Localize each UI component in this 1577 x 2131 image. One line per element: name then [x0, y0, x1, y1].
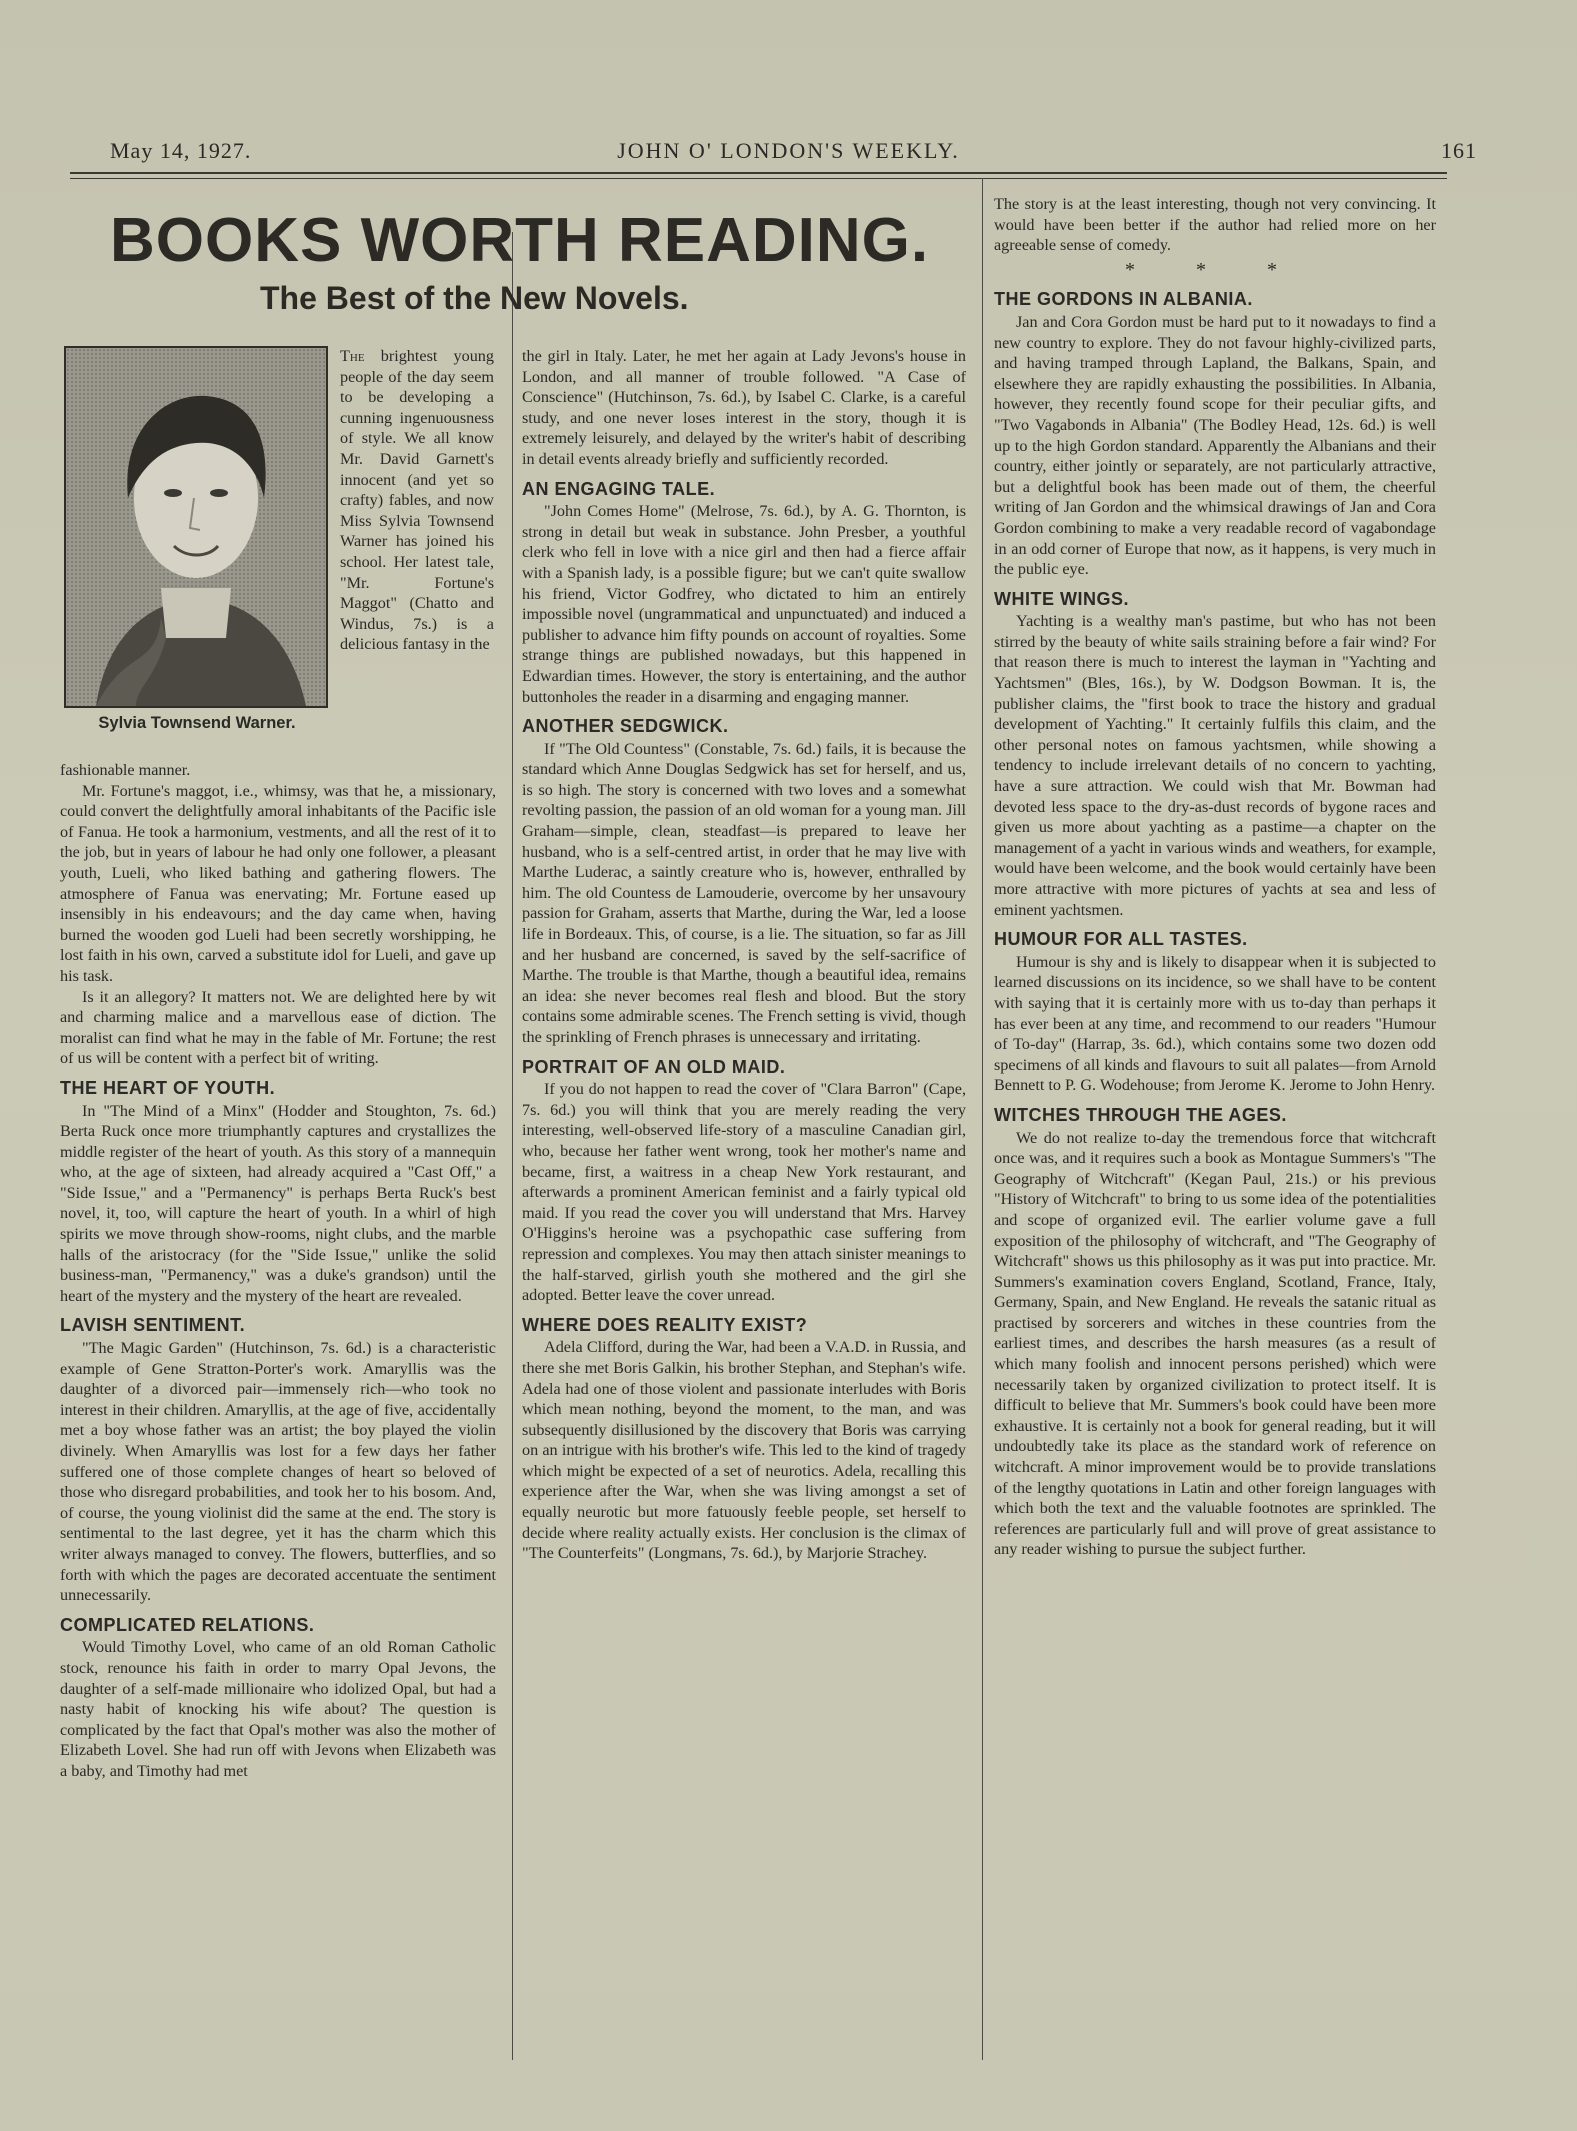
section-heading: COMPLICATED RELATIONS. — [60, 1614, 315, 1635]
masthead: JOHN O' LONDON'S WEEKLY. — [617, 138, 960, 163]
issue-date: May 14, 1927. — [110, 138, 252, 163]
section-heading: WHITE WINGS. — [994, 588, 1129, 609]
article-paragraph: Is it an allegory? It matters not. We are delighted here by wit and charming malice and a marvellous ease of diction. The moralist can find what he may in the fable of Mr. Fortune; the rest of us will be content with a perfect bit of writing. — [60, 987, 496, 1068]
section-heading: HUMOUR FOR ALL TASTES. — [994, 929, 1248, 950]
column-1 — [60, 760, 496, 1782]
author-portrait — [64, 346, 328, 708]
intro-lead-word: The — [340, 347, 365, 365]
column-3 — [994, 194, 1436, 1560]
header-rule-thin — [70, 178, 1447, 179]
header-rule — [70, 172, 1447, 174]
article-paragraph: Mr. Fortune's maggot, i.e., whimsy, was that he, a missionary, could convert the delightfully amoral inhabitants of the Pacific isle of Fanua. He took a harmonium, vestments, and all the rest of it to the job, but in years of labour he had only one follower, a pleasant youth, Lueli, who liked bathing and gathering flowers. The atmosphere of Fanua was enervating; Mr. Fortune eased up insensibly in his endeavours; and the day came when, having burned the wooden god Lueli had been secretly worshipping, he lost faith in his own, carved a substitute idol for Lueli, and gave up his task. — [60, 781, 496, 985]
section-heading: AN ENGAGING TALE. — [522, 478, 716, 499]
portrait-image — [66, 348, 326, 706]
photo-caption: Sylvia Townsend Warner. — [98, 714, 296, 732]
intro-text: brightest young people of the day seem to be developing a cunning ingenuousness of style. We all know Mr. David Garnett's innocent (and yet so crafty) fables, and now Miss Sylvia Townsend Warner has joined his school. Her latest tale, "Mr. Fortune's Maggot" (Chatto and Windus, 7s.) is a delicious fantasy in the — [340, 347, 494, 654]
review-paragraph: Would Timothy Lovel, who came of an old Roman Catholic stock, renounce his faith in order to marry Opal Jevons, the daughter of a self-made millionaire who idolized Opal, but had a nasty habit of knocking his wife about? The question is complicated by the fact that Opal's mother was also the mother of Elizabeth Lovel. She had run off with Jevons when Elizabeth was a baby, and Timothy had met — [60, 1638, 496, 1780]
review-paragraph: "The Magic Garden" (Hutchinson, 7s. 6d.) is a characteristic example of Gene Stratton-Porter's work. Amaryllis was the daughter of a divorced pair—immensely rich—who took no interest in their children. Amaryllis, at the age of five, accidentally met a boy whose father was an artist; the boy played the violin divinely. When Amaryllis was lost for a few days her father suffered one of those complete changes of heart so beloved of those who disregard probabilities, and took her to his bosom. And, of course, the young violinist did the same at the end. The story is sentimental to the last degree, yet it has the charm which this writer always managed to convey. The flowers, butterflies, and so forth with which the pages are decorated accentuate the sentiment unnecessarily. — [60, 1339, 496, 1605]
column-2 — [522, 346, 966, 1564]
review-paragraph: Humour is shy and is likely to disappear when it is subjected to learned discussions on its incidence, so we shall have to be content with saying that it is certainly more with us to-day than perhaps it has ever been at any time, and recommend to our readers "Humour of To-day" (Harrap, 3s. 6d.), which contains some two dozen odd specimens of all kinds and flavours to suit all palates—from Arnold Bennett to P. G. Wodehouse; from Jerome K. Jerome to John Henry. — [994, 952, 1436, 1095]
intro-continuation: fashionable manner. — [60, 761, 191, 779]
review-continuation: The story is at the least interesting, though not very convincing. It would have been better if the author had relied more on her agreeable sense of comedy. — [994, 195, 1436, 255]
section-heading: WHERE DOES REALITY EXIST? — [522, 1314, 808, 1335]
headline: BOOKS WORTH READING. — [110, 206, 930, 275]
review-paragraph: We do not realize to-day the tremendous force that witchcraft once was, and it requires such a book as Montague Summers's "The Geography of Witchcraft" (Kegan Paul, 21s.) or his previous "History of Witchcraft" to bring to us some idea of the potentialities and scope of organized evil. The earlier volume gave a full exposition of the philosophy of witchcraft, and "The Geography of Witchcraft" shows us this philosophy as it was put into practice. Mr. Summers's examination covers England, Scotland, France, Italy, Germany, Spain, and New England. He reveals the satanic ritual as practised by sorcerers and witches in these countries from the earliest times, and describes the harsh measures (as a result of which many foolish and innocent persons perished) which were necessarily taken by organized civilization to protect itself. It is difficult to believe that Mr. Summers's book could have been more exhaustive. It is certainly not a book for general reading, but it will undoubtedly take its place as the standard work of reference on witchcraft. A minor improvement would be to provide translations of the lengthy quotations in Latin and other foreign languages with which both the text and the valuable footnotes are sprinkled. The references are particularly full and will prove of great assistance to any reader wishing to pursue the subject further. — [994, 1128, 1436, 1559]
review-continuation: the girl in Italy. Later, he met her again at Lady Jevons's house in London, and all manner of trouble followed. "A Case of Conscience" (Hutchinson, 7s. 6d.), by Isabel C. Clarke, is a careful study, and one never loses interest in the story, though it is extremely leisurely, and delayed by the writer's habit of describing in detail events already briefly and sufficiently recorded. — [522, 347, 966, 468]
section-heading: LAVISH SENTIMENT. — [60, 1315, 246, 1336]
review-paragraph: "John Comes Home" (Melrose, 7s. 6d.), by A. G. Thornton, is strong in detail but weak in substance. John Presber, a youthful clerk who fell in love with a nice girl and then had a fierce affair with a Spanish lady, is a possible figure; but we can't quite swallow his friend, Victor Godfrey, who dictated to him an entirely impossible novel (ungrammatical and unpunctuated) and induced a publisher to advance him fifty pounds on account of royalties. Some strange things are published nowadays, but this happened in Edwardian times. However, the story is entertaining, and the author buttonholes the reader in a disarming and engaging manner. — [522, 502, 966, 706]
section-heading: WITCHES THROUGH THE AGES. — [994, 1104, 1287, 1125]
section-heading: PORTRAIT OF AN OLD MAID. — [522, 1056, 786, 1077]
section-separator: * * * — [1125, 258, 1305, 281]
subheadline: The Best of the New Novels. — [260, 280, 689, 316]
column-divider — [512, 232, 513, 2060]
column-divider — [982, 178, 983, 2060]
section-heading: THE HEART OF YOUTH. — [60, 1077, 276, 1098]
review-paragraph: If you do not happen to read the cover of "Clara Barron" (Cape, 7s. 6d.) you will think that you are merely reading the very interesting, well-observed life-story of a masculine Canadian girl, who, because her father went wrong, took her mother's name and became, first, a waitress in a cheap New York restaurant, and afterwards a prominent American feminist and a fairly typical old maid. If you read the cover you will understand that Mrs. Harvey O'Higgins's heroine was a psychopathic case suffering from repression and complexes. You may then attach sinister meanings to the half-starved, girlish youth she mothered and the girl she adopted. Better leave the cover unread. — [522, 1080, 966, 1305]
intro-paragraph — [340, 346, 494, 655]
review-paragraph: In "The Mind of a Minx" (Hodder and Stoughton, 7s. 6d.) Berta Ruck once more triumphantly captures and crystallizes the middle register of the heart of youth. As this story of a mannequin who, at the age of sixteen, had already acquired a "Cast Off," a "Side Issue," and a "Permanency" is perhaps Berta Ruck's best novel, it, too, will capture the heart of youth. In a whirl of high spirits we move through show-rooms, night clubs, and the marble halls of the aristocracy (for the "Side Issue," unlike the solid business-man, "Permanency," was a duke's grandson) until the heart of the mystery and the mystery of the heart are revealed. — [60, 1101, 496, 1305]
review-paragraph: Adela Clifford, during the War, had been a V.A.D. in Russia, and there she met Boris Galkin, his brother Stephan, and Stephan's wife. Adela had one of those violent and passionate interludes with Boris which mean nothing, beyond the moment, to the man, and was subsequently disillusioned by the discovery that Boris was carrying on an intrigue with his brother's wife. This led to the kind of tragedy which might be expected of a set of neurotics. Adela, recalling this experience after the War, when she was living amongst a set of equally neurotic but more fatuously feeble people, set herself to decide where reality actually exists. Her conclusion is the climax of "The Counterfeits" (Longmans, 7s. 6d.), by Marjorie Strachey. — [522, 1338, 966, 1563]
section-heading: ANOTHER SEDGWICK. — [522, 716, 729, 737]
review-paragraph: If "The Old Countess" (Constable, 7s. 6d.) fails, it is because the standard which Anne Douglas Sedgwick has set for herself, and us, is so high. The story is concerned with two loves and a somewhat revolting passion, the passion of an old woman for a young man. Jill Graham—simple, clean, steadfast—is prepared to leave her husband, who is a self-centred artist, in order that he may live with Marthe Luderac, a saintly creature who is, however, enthralled by him. The old Countess de Lamouderie, overcome by her unsavoury passion for Graham, asserts that Marthe, during the War, led a loose life in Bordeaux. This, of course, is a lie. The situation, so far as Jill and her husband are concerned, is saved by the self-sacrifice of Marthe. The trouble is that Marthe, though a beautiful idea, remains an idea: she never becomes real flesh and blood. But the story contains some admirable scenes. The French setting is vivid, though the sprinkling of French phrases is unnecessary and irritating. — [522, 739, 966, 1046]
running-head — [70, 138, 1507, 174]
section-heading: THE GORDONS IN ALBANIA. — [994, 289, 1253, 310]
review-paragraph: Yachting is a wealthy man's pastime, but who has not been stirred by the beauty of white sails straining before a fair wind? For that reason there is much to interest the layman in "Yachting and Yachtsmen" (Bles, 16s.), by W. Dodgson Bowman. It is, the publisher claims, the "first book to trace the history and gradual development of Yachting." It certainly fulfils this claim, and the other personal notes on famous yachtsmen, while showing a tendency to include irrelevant details of no concern to yachting, have a sure attraction. We could wish that Mr. Bowman had devoted less space to the dry-as-dust records of bygone races and given us more about yachting as a pastime—a chapter on the management of a yacht in various winds and weathers, for example, would have been welcome, and the book would certainly have been more attractive with more pictures of yachts at sea and less of eminent yachtsmen. — [994, 612, 1436, 919]
page-number: 161 — [1441, 138, 1477, 163]
review-paragraph: Jan and Cora Gordon must be hard put to it nowadays to find a new country to explore. They do not favour highly-civilized parts, and having tramped through Lapland, the Balkans, Spain, and elsewhere they are rapidly exhausting the possibilities. In Albania, however, they recently found scope for their peculiar gifts, and "Two Vagabonds in Albania" (The Bodley Head, 12s. 6d.) is well up to the high Gordon standard. Apparently the Albanians and their country, either jointly or separately, are not particularly attractive, but a delightful book has been made out of them, the cheerful writing of Jan Gordon and the whimsical drawings of Jan and Cora Gordon combining to make a very readable record of vagabondage in an odd corner of Europe that now, as it happens, is very much in the public eye. — [994, 312, 1436, 579]
